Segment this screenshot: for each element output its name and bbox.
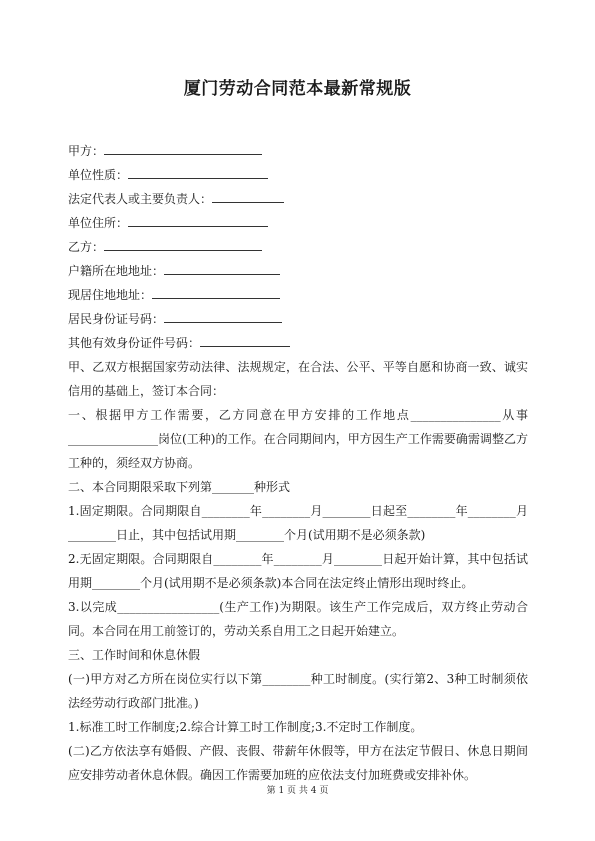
document-body — [68, 139, 528, 787]
page-number-footer: 第 1 页 共 4 页 — [266, 786, 329, 796]
fill-blank — [164, 310, 282, 323]
field-current-address — [68, 283, 528, 307]
fill-blank — [200, 334, 290, 347]
field-label: 乙方： — [68, 240, 105, 254]
field-label: 其他有效身份证件号码： — [68, 336, 201, 350]
fill-blank — [128, 214, 268, 227]
field-label: 单位性质： — [68, 168, 129, 182]
field-id-number — [68, 307, 528, 331]
field-party-a — [68, 139, 528, 163]
fill-blank — [152, 286, 280, 299]
field-label: 单位住所： — [68, 216, 129, 230]
paragraph-preamble: 甲、乙双方根据国家劳动法律、法规规定，在合法、公平、平等自愿和协商一致、诚实信用的基础上，签订本合同： — [68, 360, 528, 398]
fill-blank — [104, 238, 262, 251]
paragraph-working-hours-system: (一)甲方对乙方所在岗位实行以下第________种工时制度。(实行第2、3种工时制须依法经劳动行政部门批准。) — [68, 672, 528, 710]
field-legal-representative — [68, 187, 528, 211]
field-party-b — [68, 235, 528, 259]
document-title: 厦门劳动合同范本最新常规版 — [183, 79, 412, 99]
paragraph-task-term: 3.以完成_________________(生产工作)为期限。该生产工作完成后，双方终止劳动合同。本合同在用工前签订的，劳动关系自用工之日起开始建立。 — [68, 600, 528, 638]
fill-blank — [104, 142, 262, 155]
field-label: 法定代表人或主要负责人： — [68, 192, 213, 206]
field-other-id-number — [68, 331, 528, 355]
paragraph-open-term: 2.无固定期限。合同期限自________年________月________日起开始计算，其中包括试用期________个月(试用期不是必须条款)本合同在法定终止情形出现时终止。 — [68, 552, 528, 590]
field-label: 现居住地地址： — [68, 288, 153, 302]
fill-blank — [128, 166, 268, 179]
fill-blank — [212, 190, 284, 203]
field-unit-nature — [68, 163, 528, 187]
field-label: 居民身份证号码： — [68, 312, 165, 326]
field-label: 户籍所在地地址： — [68, 264, 165, 278]
paragraph-article-3-heading: 三、工作时间和休息休假 — [68, 648, 201, 662]
paragraph-article-2-heading: 二、本合同期限采取下列第_______种形式 — [68, 480, 291, 494]
paragraph-article-1: 一、根据甲方工作需要，乙方同意在甲方安排的工作地点_______________从事_______________岗位(工种)的工作。在合同期间内，甲方因生产工作需要确需调整乙方工种的，须经双方协商。 — [68, 408, 528, 470]
paragraph-fixed-term: 1.固定期限。合同期限自________年________月________日起至________年________月________日止，其中包括试用期________个月(试用期不是必须条款) — [68, 504, 528, 542]
fill-blank — [164, 262, 280, 275]
paragraph-working-hours-options: 1.标准工时工作制度;2.综合计算工时工作制度;3.不定时工作制度。 — [68, 720, 423, 734]
field-label: 甲方： — [68, 144, 105, 158]
paragraph-leave: (二)乙方依法享有婚假、产假、丧假、带薪年休假等，甲方在法定节假日、休息日期间应安排劳动者休息休假。确因工作需要加班的应依法支付加班费或安排补休。 — [68, 744, 528, 782]
field-unit-address — [68, 211, 528, 235]
field-household-address — [68, 259, 528, 283]
